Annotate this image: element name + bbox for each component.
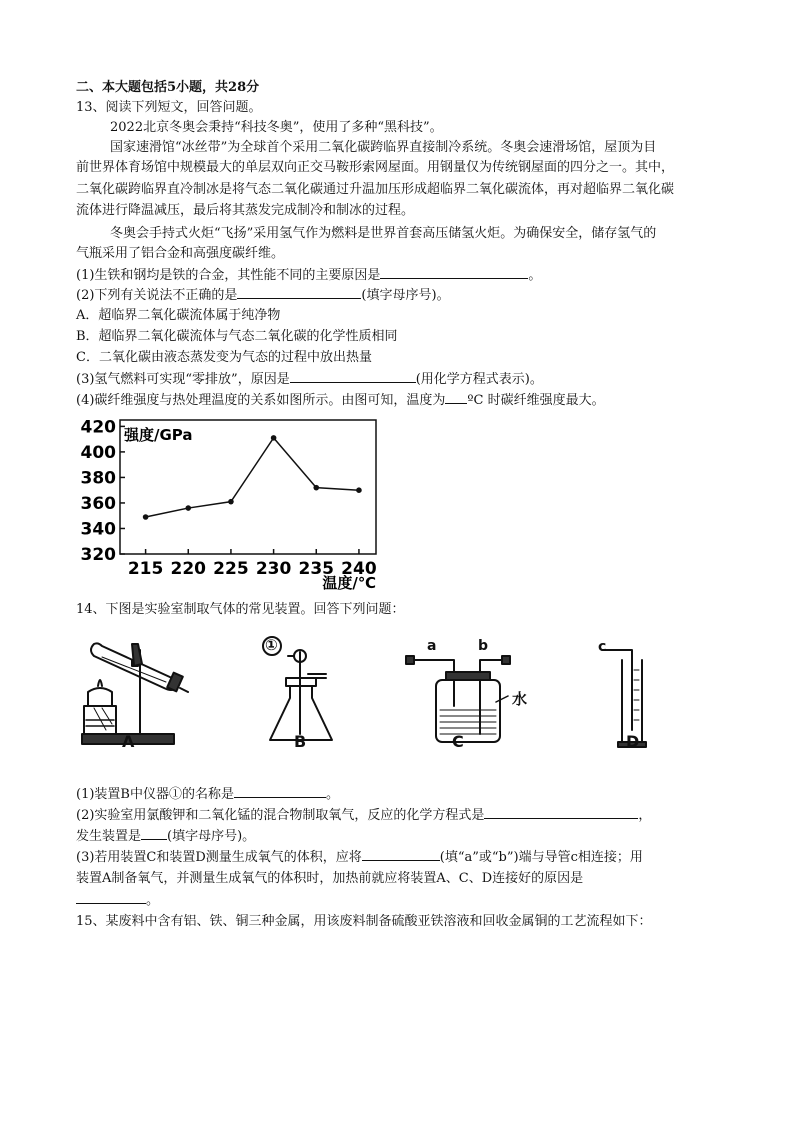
q13-option-a: A．超临界二氧化碳流体属于纯净物 (76, 308, 281, 323)
y-axis-label: 强度/GPa (124, 426, 193, 444)
x-axis-label: 温度/℃ (322, 574, 376, 590)
section-title: 二、本大题包括5小题，共28分 (76, 80, 260, 95)
y-tick-label: 360 (80, 493, 116, 514)
q13-sub-1: (1)生铁和钢均是铁的合金，其性能不同的主要原因是 。 (76, 265, 541, 286)
y-tick-label: 420 (80, 417, 116, 438)
q14-sub-2: (2)实验室用氯酸钾和二氧化锰的混合物制取氧气，反应的化学方程式是 ， (76, 805, 651, 826)
label-water: 水 (512, 690, 528, 708)
apparatus-c-water-bottle (406, 656, 510, 742)
x-tick-label: 225 (213, 559, 249, 579)
data-point (228, 499, 234, 505)
answer-blank[interactable] (141, 826, 167, 840)
q13-paragraph-2-line-3: 二氧化碳跨临界直冷制冰是将气态二氧化碳通过升温加压形成超临界二氧化碳流体，再对超临界二氧化碳 (76, 182, 675, 197)
data-point (313, 485, 319, 491)
q13-stem: 13、阅读下列短文，回答问题。 (76, 100, 262, 115)
label-d: D (626, 732, 640, 751)
data-point (271, 435, 277, 441)
label-tube-a: a (427, 638, 437, 654)
y-tick-label: 400 (80, 442, 116, 463)
q13-option-c: C．二氧化碳由液态蒸发变为气态的过程中放出热量 (76, 350, 372, 365)
q13-sub-2: (2)下列有关说法不正确的是 (填字母序号)。 (76, 285, 450, 306)
y-tick-label: 340 (80, 519, 116, 540)
answer-blank[interactable] (290, 369, 416, 383)
data-point (356, 487, 362, 493)
q13-paragraph-3-line-1: 冬奥会手持式火炬“飞扬”采用氢气作为燃料是世界首套高压储氢火炬。为确保安全，储存氢气的 (110, 226, 657, 241)
label-tube-c: c (598, 639, 607, 655)
lab-apparatus-figure (76, 630, 716, 776)
answer-blank[interactable] (445, 390, 467, 404)
series-line (146, 438, 359, 517)
answer-blank[interactable] (362, 847, 440, 861)
q14-sub-1: (1)装置B中仪器①的名称是 。 (76, 784, 339, 805)
q13-paragraph-2-line-2: 前世界体育场馆中规模最大的单层双向正交马鞍形索网屋面。用钢量仅为传统钢屋面的四分之一。其中， (76, 160, 675, 175)
x-tick-label: 230 (255, 559, 292, 579)
q14-sub-3-line-3: 。 (76, 890, 159, 911)
q13-paragraph-1: 2022北京冬奥会秉持“科技冬奥”，使用了多种“黑科技”。 (110, 120, 443, 135)
apparatus-d-measuring-cylinder (602, 650, 646, 747)
q15-stem: 15、某废料中含有铝、铁、铜三种金属，用该废料制备硫酸亚铁溶液和回收金属铜的工艺流程如下： (76, 914, 652, 929)
apparatus-a-heating-setup (82, 643, 188, 744)
label-circle-1: ① (265, 636, 278, 654)
answer-blank[interactable] (234, 784, 326, 798)
q13-paragraph-3-line-2: 气瓶采用了铝合金和高强度碳纤维。 (76, 246, 285, 261)
data-point (185, 505, 191, 511)
q14-sub-2-continued: 发生装置是 (填字母序号)。 (76, 826, 255, 847)
answer-blank[interactable] (76, 890, 146, 904)
q13-paragraph-2-line-1: 国家速滑馆“冰丝带”为全球首个采用二氧化碳跨临界直接制冷系统。冬奥会速滑场馆，屋顶为目 (110, 140, 657, 155)
label-c: C (452, 732, 464, 751)
q13-sub-4: (4)碳纤维强度与热处理温度的关系如图所示。由图可知，温度为 ºC 时碳纤维强度最大。 (76, 390, 605, 411)
q14-sub-3: (3)若用装置C和装置D测量生成氧气的体积，应将 (填“a”或“b”)端与导管c相连接；用 (76, 847, 643, 868)
q14-sub-3-line-2: 装置A制备氧气，并测量生成氧气的体积时，加热前就应将装置A、C、D连接好的原因是 (76, 871, 584, 886)
label-a: A (122, 732, 135, 751)
q13-option-b: B．超临界二氧化碳流体与气态二氧化碳的化学性质相同 (76, 329, 398, 344)
q13-sub-3: (3)氢气燃料可实现“零排放”，原因是 (用化学方程式表示)。 (76, 369, 543, 390)
answer-blank[interactable] (380, 265, 528, 279)
q13-paragraph-2-line-4: 流体进行降温减压，最后将其蒸发完成制冷和制冰的过程。 (76, 203, 415, 218)
data-point (143, 514, 149, 520)
x-tick-label: 235 (298, 559, 335, 579)
y-tick-label: 320 (80, 545, 116, 565)
x-tick-label: 240 (341, 559, 377, 579)
strength-temperature-chart (76, 414, 386, 590)
x-tick-label: 215 (127, 559, 164, 579)
label-tube-b: b (478, 638, 489, 654)
q14-stem: 14、下图是实验室制取气体的常见装置。回答下列问题： (76, 602, 405, 617)
answer-blank[interactable] (237, 285, 361, 299)
x-tick-label: 220 (170, 559, 207, 579)
label-b: B (294, 732, 307, 751)
y-tick-label: 380 (80, 468, 116, 489)
answer-blank[interactable] (484, 805, 638, 819)
